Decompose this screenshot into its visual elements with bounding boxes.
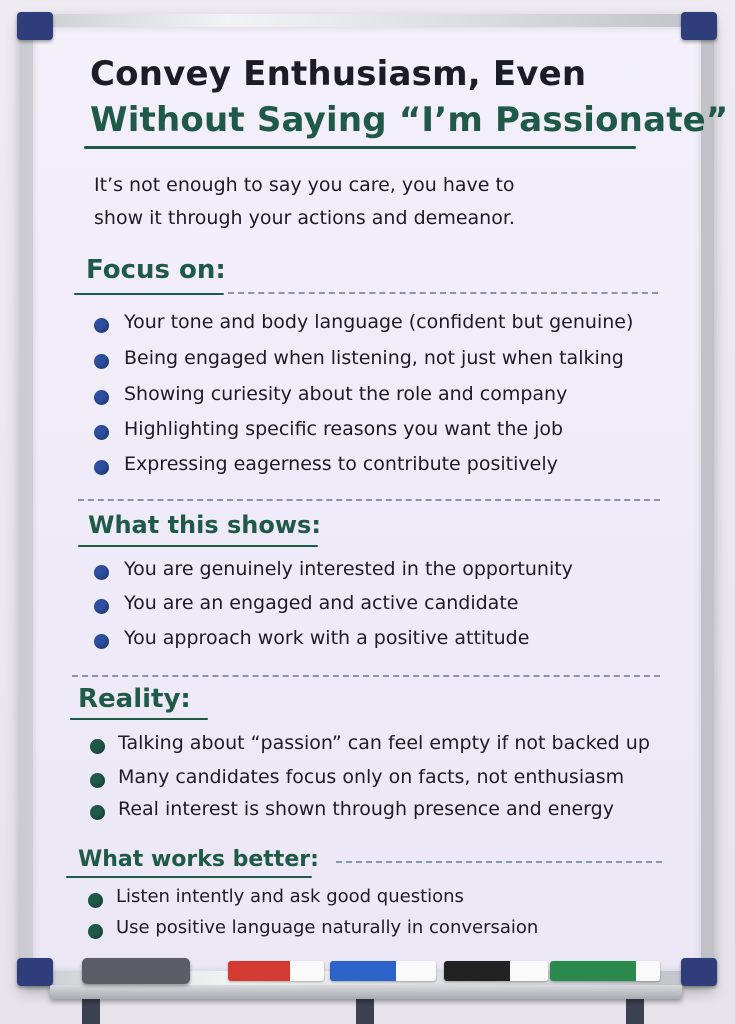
bullet-icon bbox=[94, 634, 109, 649]
bullet-icon bbox=[90, 805, 105, 820]
section-heading-better: What works better: bbox=[78, 847, 319, 872]
intro-line-2: show it through your actions and demeanor. bbox=[94, 207, 515, 229]
list-item: Listen intently and ask good questions bbox=[116, 886, 464, 907]
bullet-icon bbox=[94, 565, 109, 580]
list-item: Real interest is shown through presence and energy bbox=[118, 798, 614, 820]
list-item: You are genuinely interested in the opportunity bbox=[124, 558, 573, 580]
list-item: Your tone and body language (confident but genuine) bbox=[124, 311, 634, 333]
heading-underline bbox=[74, 293, 224, 295]
heading-underline bbox=[66, 876, 312, 878]
list-item: Many candidates focus only on facts, not enthusiasm bbox=[118, 766, 625, 788]
bullet-icon bbox=[94, 460, 109, 475]
heading-underline bbox=[70, 718, 208, 720]
list-item: Being engaged when listening, not just when talking bbox=[124, 347, 624, 369]
bullet-icon bbox=[94, 354, 109, 369]
dashed-divider bbox=[228, 292, 658, 294]
intro-line-1: It’s not enough to say you care, you have to bbox=[94, 174, 515, 196]
dashed-divider bbox=[336, 861, 662, 863]
bullet-icon bbox=[90, 773, 105, 788]
list-item: Expressing eagerness to contribute positively bbox=[124, 453, 558, 475]
bullet-icon bbox=[88, 893, 103, 908]
bullet-icon bbox=[94, 599, 109, 614]
title-line-2: Without Saying “I’m Passionate” bbox=[90, 100, 729, 140]
section-heading-shows: What this shows: bbox=[88, 511, 321, 539]
list-item: Highlighting specific reasons you want the job bbox=[124, 418, 564, 440]
bullet-icon bbox=[94, 390, 109, 405]
bullet-icon bbox=[90, 739, 105, 754]
heading-underline bbox=[78, 545, 318, 547]
bullet-icon bbox=[94, 318, 109, 333]
list-item: Use positive language naturally in conversaion bbox=[116, 917, 539, 938]
list-item: You approach work with a positive attitude bbox=[124, 627, 530, 649]
section-heading-reality: Reality: bbox=[78, 684, 191, 714]
dashed-divider bbox=[78, 499, 660, 501]
list-item: Showing curiesity about the role and company bbox=[124, 383, 568, 405]
title-line-1: Convey Enthusiasm, Even bbox=[90, 54, 587, 94]
bullet-icon bbox=[94, 425, 109, 440]
list-item: You are an engaged and active candidate bbox=[124, 592, 519, 614]
bullet-icon bbox=[88, 924, 103, 939]
list-item: Talking about “passion” can feel empty if not backed up bbox=[118, 732, 650, 754]
section-heading-focus: Focus on: bbox=[86, 255, 226, 285]
title-underline bbox=[84, 146, 636, 149]
dashed-divider bbox=[72, 675, 660, 677]
